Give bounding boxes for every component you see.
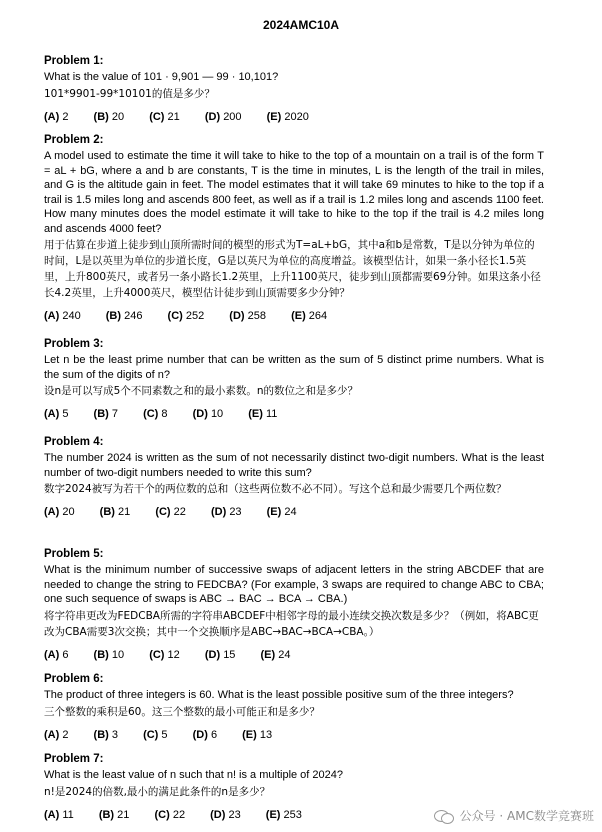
- problem-text-en: Let n be the least prime number that can be written as the sum of 5 distinct prime numbers. What is the sum of the digits of n?: [44, 354, 544, 381]
- choice-d: (D) 10: [192, 408, 224, 420]
- choice-d: (D) 258: [229, 310, 266, 322]
- wechat-icon: [434, 808, 454, 824]
- problem-text-zh: 三个整数的乘积是60。这三个整数的最小可能正和是多少？: [44, 705, 320, 718]
- choice-a: (A) 5: [44, 408, 69, 420]
- choice-c: (C) 8: [143, 408, 168, 420]
- choice-d: (D) 6: [192, 728, 218, 741]
- problem-3: [44, 337, 544, 421]
- watermark-text: 公众号 · AMC数学竞赛班: [459, 809, 594, 823]
- problem-text-zh: 数字2024被写为若干个的两位数的总和（这些两位数不必不同）。写这个总和最少需要几个两位数？: [44, 483, 507, 495]
- choice-c: (C) 5: [143, 728, 168, 741]
- document-title: 2024AMC10A: [262, 18, 340, 32]
- answer-choices: [44, 505, 544, 519]
- choice-b: (B) 246: [105, 310, 143, 322]
- choice-e: (E) 11: [248, 408, 278, 420]
- problem-text-zh: 101*9901-99*10101的值是多少？: [44, 87, 215, 100]
- problem-text-en: The number 2024 is written as the sum of not necessarily distinct two-digit numbers. What is the least number of two-digit numbers needed to write this sum?: [44, 452, 544, 479]
- choice-d: (D) 200: [204, 110, 242, 123]
- answer-choices: [44, 648, 544, 662]
- choice-a: (A) 2: [44, 110, 69, 123]
- problem-text-en: What is the minimum number of successive swaps of adjacent letters in the string ABCDEF that are needed to change the string to FEDCBA? (For example, 3 swaps are required to change ABC to CBA; one such sequence of swaps is ABC → BAC → BCA → CBA.): [44, 564, 544, 605]
- choice-b: (B) 21: [99, 506, 131, 518]
- problem-title: Problem 1:: [44, 55, 104, 67]
- problem-text-zh: 将字符串更改为FEDCBA所需的字符串ABCDEF中相邻字母的最小连续交换次数是多少？（例如，将ABC更改为CBA需要3次交换；其中一个交换顺序是ABC→BAC→BCA→CBA。）: [44, 609, 539, 638]
- choice-a: (A) 2: [44, 728, 69, 741]
- choice-e: (E) 253: [265, 808, 302, 821]
- choice-d: (D) 23: [210, 506, 242, 518]
- watermark: [434, 807, 594, 824]
- choice-b: (B) 10: [93, 648, 125, 661]
- answer-choices: [44, 407, 544, 421]
- answer-choices: [44, 728, 544, 742]
- problem-5: [44, 547, 544, 662]
- problem-text-en: What is the least value of n such that n! is a multiple of 2024?: [44, 769, 344, 781]
- problem-text-en: The product of three integers is 60. What is the least possible positive sum of the three integers?: [44, 689, 514, 701]
- problem-text-en: A model used to estimate the time it will take to hike to the top of a mountain on a trail is of the form T = aL + bG, where a and b are constants, T is the time in minutes, L is the length of the trail in miles, and G is the altitude gain in feet. The model estimates that it will take 69 minutes to hike to the top if a trail is 1.5 miles long and ascends 800 feet, as well as if a trail is 1.2 miles long and ascends 1100 feet. How many minutes does the model estimate it will take to hike to the top if the trail is 4.2 miles long and ascends 4000 feet?: [44, 150, 544, 235]
- problem-title: Problem 7:: [44, 753, 104, 765]
- choice-b: (B) 21: [98, 808, 130, 821]
- problem-title: Problem 5:: [44, 548, 104, 560]
- choice-c: (C) 22: [155, 506, 186, 518]
- answer-choices: [44, 110, 544, 124]
- problem-text-en: What is the value of 101 · 9,901 — 99 · 10,101?: [44, 71, 279, 83]
- problem-title: Problem 4:: [44, 436, 104, 448]
- choice-a: (A) 6: [44, 648, 69, 661]
- choice-a: (A) 240: [44, 310, 81, 322]
- problem-4: [44, 435, 544, 519]
- choice-d: (D) 15: [204, 648, 236, 661]
- choice-e: (E) 24: [266, 506, 297, 518]
- problem-text-zh: 设n是可以写成5个不同素数之和的最小素数。n的数位之和是多少？: [44, 385, 358, 397]
- choice-e: (E) 2020: [266, 110, 309, 123]
- choice-a: (A) 20: [44, 506, 75, 518]
- problem-text-zh: 用于估算在步道上徒步到山顶所需时间的模型的形式为T=aL+bG，其中a和b是常数，T是以分钟为单位的时间，L是以英里为单位的步道长度，G是以英尺为单位的高度增益。该模型估计，如果一条小径长1.5英里，上升800英尺，或者另一条小路长1.2英里，上升1100英尺，徒步到山顶都需要69分钟。如果这条小径长4.2英里，上升4000英尺，模型估计徒步到山顶需要多少分钟？: [44, 239, 541, 299]
- choice-e: (E) 24: [260, 648, 291, 661]
- problem-text-zh: n!是2024的倍数,最小的满足此条件的n是多少？: [44, 785, 271, 798]
- answer-choices: [44, 309, 544, 323]
- problem-2: [44, 133, 544, 323]
- choice-a: (A) 11: [44, 808, 74, 821]
- choice-c: (C) 21: [149, 110, 180, 123]
- choice-e: (E) 13: [242, 728, 273, 741]
- choice-c: (C) 22: [154, 808, 186, 821]
- problem-title: Problem 2:: [44, 134, 104, 146]
- problem-1: [44, 54, 544, 124]
- problem-title: Problem 3:: [44, 338, 104, 350]
- problem-title: Problem 6:: [44, 673, 104, 685]
- choice-b: (B) 7: [93, 408, 118, 420]
- problem-6: [44, 672, 544, 742]
- choice-c: (C) 12: [149, 648, 180, 661]
- choice-e: (E) 264: [291, 310, 328, 322]
- choice-b: (B) 20: [93, 110, 125, 123]
- choice-d: (D) 23: [210, 808, 241, 821]
- choice-c: (C) 252: [167, 310, 205, 322]
- choice-b: (B) 3: [93, 728, 118, 741]
